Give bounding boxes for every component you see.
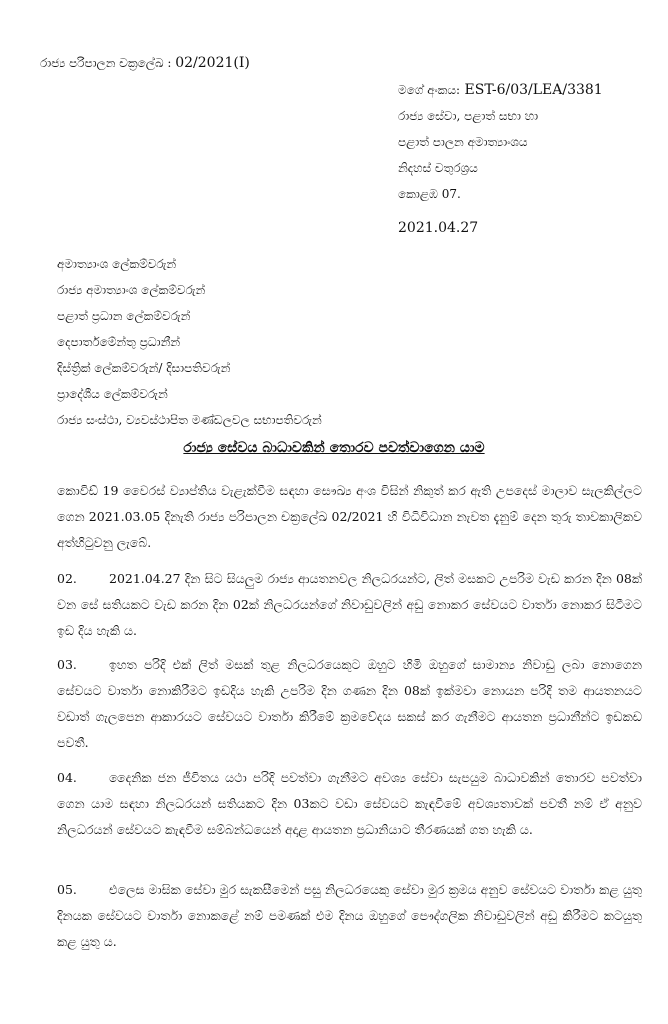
paragraph-text: කොවිඩ් 19 වෛරස් ව්‍යාප්තිය වැළැක්වීම සඳහා සෞඛ්‍ය අංශ විසින් නිකුත් කර ඇති උපදෙස් මාලාව සැලකිල්ලට ගෙන 2021.03.05 දිනැති රාජ්‍ය පරිපාලන චක්‍රලේඛ 02/2021 හි විධිවිධාන නැවත දැනුම් දෙන තුරු තාවකාලිකව අත්හිටුවනු ලැබේ. — [57, 483, 642, 550]
paragraph-number: 03. — [57, 657, 77, 672]
ministry-line-2: පළාත් පාලන අමාත්‍යාංශය — [398, 135, 528, 149]
paragraph-number: 04. — [57, 770, 77, 785]
paragraph-05 — [57, 877, 642, 959]
recipient-item: පළාත් ප්‍රධාන ලේකම්වරුන් — [57, 309, 191, 323]
reference-label: මගේ අංකය: — [398, 83, 461, 97]
paragraph-number: 02. — [57, 571, 77, 586]
paragraph-04 — [57, 765, 642, 873]
recipient-item: ප්‍රාදේශීය ලේකම්වරුන් — [57, 387, 168, 401]
paragraph-text: 2021.04.27 දින සිට සියලුම රාජ්‍ය ආයතනවල නිලධරයන්ට, ලිත් මසකට උපරිම වැඩ කරන දින 08ක් වන සේ සතියකට වැඩ කරන දින 02ක් නිලධරයන්ගේ නිවාඩුවලින් අඩු නොකර සේවයට වාර්තා නොකර සිටීමට ඉඩ දිය හැකි ය. — [57, 571, 642, 638]
paragraph-text: දෛනික ජන ජීවිතය යථා පරිදි පවත්වා ගැනීමට අවශ්‍ය සේවා සැපයුම බාධාවකින් තොරව පවත්වා ගෙන යාම සඳහා නිලධරයන් සතියකට දින 03කට වඩා සේවයට කැඳවීමේ අවශ්‍යතාවක් පවතී නම් ඒ අනුව නිලධරයන් සේවයට කැඳවීම සම්බන්ධයෙන් අදාළ ආයතන ප්‍රධානියාට තීරණයක් ගත හැකි ය. — [57, 770, 642, 837]
paragraph-intro — [57, 478, 642, 560]
reference-line — [398, 82, 603, 98]
paragraph-text: ඉහත පරිදි එක් ලිත් මසක් තුළ නිලධරයෙකුට ඔහුට හිමි ඔහුගේ සාමාන්‍ය නිවාඩු ලබා නොගෙන සේවයට වාර්තා නොකිරීමට ඉඩදිය හැකි උපරිම දින ගණන දින 08ක් ඉක්මවා නොයන පරිදි තම ආයතනයට වඩාත් ගැලපෙන ආකාරයට සේවයට වාර්තා කිරීමේ ක්‍රමවේදය සකස් කර ගැනීමට ආයතන ප්‍රධානීන්ට ඉඩකඩ පවතී. — [57, 657, 642, 750]
reference-number: EST-6/03/LEA/3381 — [464, 82, 603, 98]
subject-title: රාජ්‍ය සේවය බාධාවකින් තොරව පවත්වාගෙන යාම — [183, 440, 485, 456]
letter-date: 2021.04.27 — [398, 220, 479, 236]
paragraph-02 — [57, 566, 642, 648]
recipient-item: දෙපාර්තමේන්තු ප්‍රධානීන් — [57, 335, 181, 349]
paragraph-text: එලෙස මාසික සේවා මුර සැකසීමෙන් පසු නිලධරයෙකු සේවා මුර ක්‍රමය අනුව සේවයට වාර්තා කළ යුතු දිනයක සේවයට වාර්තා නොකළේ නම් පමණක් එම දිනය ඔහුගේ පෞද්ගලික නිවාඩුවලින් අඩු කිරීමට කටයුතු කළ යුතු ය. — [57, 882, 642, 949]
ministry-line-1: රාජ්‍ය සේවා, පළාත් සභා හා — [398, 109, 539, 123]
recipients-list — [57, 256, 322, 438]
ministry-city: කොළඹ 07. — [398, 187, 461, 201]
circular-label: රාජ්‍ය පරිපාලන චක්‍රලේඛ : — [40, 56, 172, 70]
circular-header — [40, 55, 250, 71]
recipient-item: දිස්ත්‍රික් ලේකම්වරුන්/ දිසාපතිවරුන් — [57, 361, 231, 375]
paragraph-number: 05. — [57, 882, 77, 897]
circular-number: 02/2021(I) — [175, 55, 250, 71]
recipient-item: අමාත්‍යාංශ ලේකම්වරුන් — [57, 257, 177, 271]
paragraph-03 — [57, 652, 642, 760]
recipient-item: රාජ්‍ය සංස්ථා, ව්‍යවස්ථාපිත මණ්ඩලවල සභාපතිවරුන් — [57, 413, 322, 427]
ministry-building: නිදහස් චතුරශ්‍රය — [398, 161, 478, 175]
recipient-item: රාජ්‍ය අමාත්‍යාංශ ලේකම්වරුන් — [57, 283, 206, 297]
